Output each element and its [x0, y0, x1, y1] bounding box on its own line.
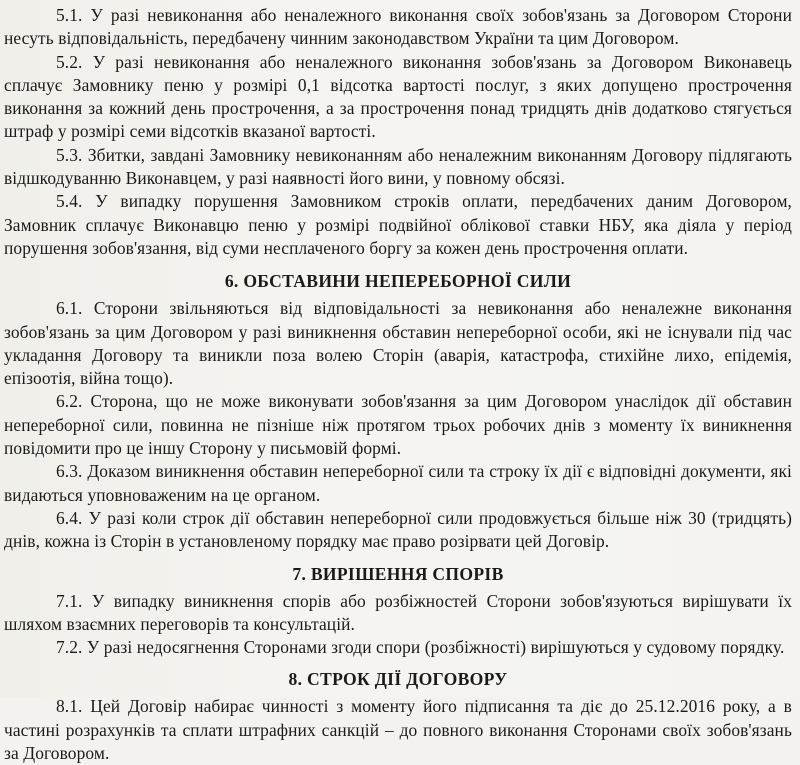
- clause-6-4: 6.4. У разі коли строк дії обставин непереборної сили продовжується більше ніж 30 (тридцять) днів, кожна із Сторін в установленому порядку має право розірвати цей Договір.: [4, 507, 792, 552]
- section-7-heading: 7. ВИРІШЕННЯ СПОРІВ: [292, 563, 504, 584]
- section-8-heading: 8. СТРОК ДІЇ ДОГОВОРУ: [288, 669, 508, 690]
- document-body: [4, 4, 792, 765]
- clause-6-3: 6.3. Доказом виникнення обставин непереборної сили та строку їх дії є відповідні документи, які видаються уповноваженим на це органом.: [4, 461, 792, 505]
- clause-6-1: 6.1. Сторони звільняються від відповідальності за невиконання або неналежне виконання зобов'язань за цим Договором у разі виникнення обставин непереборної особи, які не існували під час укладання Договору та виникли поза волею Сторін (аварія, катастрофа, стихійне лихо, епідемія, епізоотія, війна тощо).: [4, 298, 792, 389]
- clause-7-1: 7.1. У випадку виникнення спорів або розбіжностей Сторони зобов'язуються вирішувати їх шляхом взаємних переговорів та консультацій.: [4, 590, 792, 634]
- clause-6-2: 6.2. Сторона, що не може виконувати зобов'язання за цим Договором унаслідок дії обставин непереборної сили, повинна не пізніше ніж протягом трьох робочих днів з моменту їх виникнення повідомити про це іншу Сторону у письмовій формі.: [4, 391, 792, 459]
- clause-8-1: 8.1. Цей Договір набирає чинності з моменту його підписання та діє до 25.12.2016 року, а в частині розрахунків та сплати штрафних санкцій – до повного виконання Сторонами своїх зобов'язань за Договором.: [4, 696, 792, 764]
- clause-7-2: 7.2. У разі недосягнення Сторонами згоди спори (розбіжності) вирішуються у судовому порядку.: [56, 637, 785, 658]
- section-6-heading: 6. ОБСТАВИНИ НЕПЕРЕБОРНОЇ СИЛИ: [224, 271, 572, 292]
- clause-5-4: 5.4. У випадку порушення Замовником строків оплати, передбачених даним Договором, Замовник сплачує Виконавцю пеню у розмірі подвійної облікової ставки НБУ, яка діяла у період порушення зобов'язання, від суми несплаченого боргу за кожен день прострочення оплати.: [4, 191, 792, 258]
- clause-5-3: 5.3. Збитки, завдані Замовнику невиконанням або неналежним виконанням Договору підлягають відшкодуванню Виконавцем, у разі наявності його вини, у повному обсязі.: [4, 144, 792, 189]
- clause-5-1: 5.1. У разі невиконання або неналежного виконання своїх зобов'язань за Договором Сторони несуть відповідальність, передбачену чинним законодавством України та цим Договором.: [4, 5, 792, 49]
- clause-5-2: 5.2. У разі невиконання або неналежного виконання зобов'язань за Договором Виконавець сплачує Замовнику пеню у розмірі 0,1 відсотка вартості послуг, з яких допущено прострочення виконання за кожний день прострочення, а за прострочення понад тридцять днів додатково стягується штраф у розмірі семи відсотків вказаної вартості.: [4, 51, 792, 142]
